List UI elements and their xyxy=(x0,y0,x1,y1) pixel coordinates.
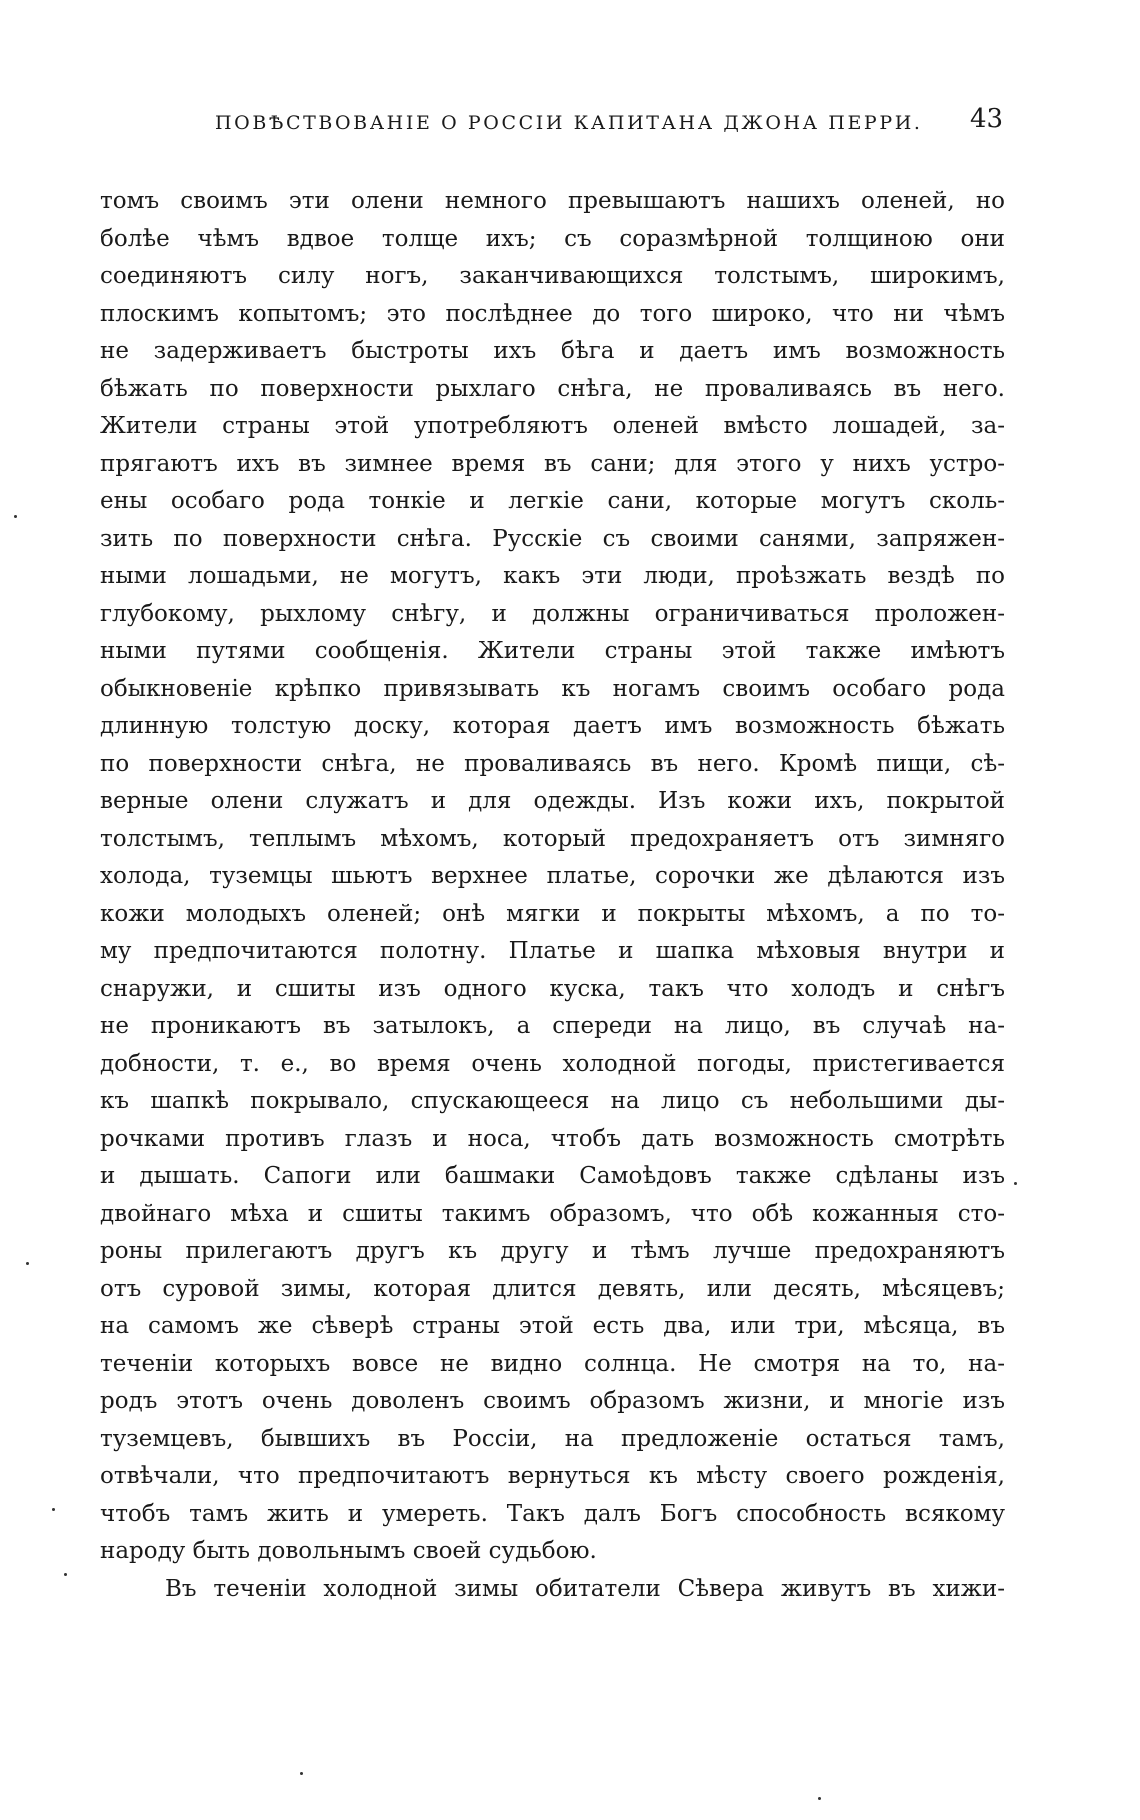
text-line: зить по поверхности снѣга. Русскіе съ своими санями, запряжен- xyxy=(100,525,1005,552)
text-line: Жители страны этой употребляютъ оленей вмѣсто лошадей, за- xyxy=(100,413,1005,439)
text-line: обыкновеніе крѣпко привязывать къ ногамъ своимъ особаго рода xyxy=(100,675,1005,702)
text-line: по поверхности снѣга, не проваливаясь въ него. Кромѣ пищи, сѣ- xyxy=(100,750,1005,777)
text-line: теченіи которыхъ вовсе не видно солнца. Не смотря на то, на- xyxy=(100,1350,1005,1377)
text-line: отвѣчали, что предпочитаютъ вернуться къ мѣсту своего рожденія, xyxy=(100,1463,1005,1489)
scan-speck xyxy=(52,1508,55,1511)
text-line: ены особаго рода тонкіе и легкіе сани, которые могутъ сколь- xyxy=(100,488,1005,514)
scan-speck xyxy=(14,515,17,518)
text-line: плоскимъ копытомъ; это послѣднее до того широко, что ни чѣмъ xyxy=(100,300,1005,327)
scan-speck xyxy=(1014,1182,1017,1185)
page-number: 43 xyxy=(970,104,1004,134)
running-title: ПОВѢСТВОВАНІЕ О РОССІИ КАПИТАНА ДЖОНА ПЕРРИ. xyxy=(215,112,923,134)
text-line: не проникаютъ въ затылокъ, а спереди на лицо, въ случаѣ на- xyxy=(100,1013,1005,1039)
text-line: на самомъ же сѣверѣ страны этой есть два, или три, мѣсяца, въ xyxy=(100,1313,1005,1339)
text-line: глубокому, рыхлому снѣгу, и должны ограничиваться проложен- xyxy=(100,600,1005,627)
text-line: томъ своимъ эти олени немного превышаютъ нашихъ оленей, но xyxy=(100,188,1005,214)
text-line: и дышать. Сапоги или башмаки Самоѣдовъ также сдѣланы изъ xyxy=(100,1163,1005,1189)
text-line: не задерживаетъ быстроты ихъ бѣга и даетъ имъ возможность xyxy=(100,338,1005,364)
scan-speck xyxy=(818,1797,821,1800)
text-line: добности, т. е., во время очень холодной погоды, пристегивается xyxy=(100,1050,1005,1077)
text-line: отъ суровой зимы, которая длится девять, или десять, мѣсяцевъ; xyxy=(100,1275,1005,1302)
text-line: къ шапкѣ покрывало, спускающееся на лицо съ небольшими ды- xyxy=(100,1088,1005,1114)
paragraph-end-line: народу быть довольнымъ своей судьбою. xyxy=(100,1538,597,1564)
text-line: двойнаго мѣха и сшиты такимъ образомъ, что обѣ кожанныя сто- xyxy=(100,1200,1005,1227)
text-line: соединяютъ силу ногъ, заканчивающихся толстымъ, широкимъ, xyxy=(100,263,1005,289)
text-line: болѣе чѣмъ вдвое толще ихъ; съ соразмѣрной толщиною они xyxy=(100,225,1005,252)
text-line: бѣжать по поверхности рыхлаго снѣга, не проваливаясь въ него. xyxy=(100,375,1005,402)
text-line: туземцевъ, бывшихъ въ Россіи, на предложеніе остаться тамъ, xyxy=(100,1425,1005,1452)
paragraph-start-line: Въ теченіи холодной зимы обитатели Сѣвера живутъ въ хижи- xyxy=(165,1575,1005,1602)
text-line: ными путями сообщенія. Жители страны этой также имѣютъ xyxy=(100,638,1005,664)
text-line: рочками противъ глазъ и носа, чтобъ дать возможность смотрѣть xyxy=(100,1125,1005,1152)
text-line: холода, туземцы шьютъ верхнее платье, сорочки же дѣлаются изъ xyxy=(100,863,1005,889)
scan-speck xyxy=(26,1262,29,1265)
text-line: му предпочитаются полотну. Платье и шапка мѣховыя внутри и xyxy=(100,938,1005,964)
text-line: длинную толстую доску, которая даетъ имъ возможность бѣжать xyxy=(100,713,1005,739)
text-line: верные олени служатъ и для одежды. Изъ кожи ихъ, покрытой xyxy=(100,788,1005,814)
text-line: прягаютъ ихъ въ зимнее время въ сани; для этого у нихъ устро- xyxy=(100,450,1005,477)
text-line: кожи молодыхъ оленей; онѣ мягки и покрыты мѣхомъ, а по то- xyxy=(100,900,1005,927)
text-line: ными лошадьми, не могутъ, какъ эти люди, проѣзжать вездѣ по xyxy=(100,563,1005,589)
text-line: роны прилегаютъ другъ къ другу и тѣмъ лучше предохраняютъ xyxy=(100,1238,1005,1264)
body-text xyxy=(100,183,1005,1608)
scan-speck xyxy=(300,1772,303,1775)
text-line: толстымъ, теплымъ мѣхомъ, который предохраняетъ отъ зимняго xyxy=(100,825,1005,852)
text-line: снаружи, и сшиты изъ одного куска, такъ что холодъ и снѣгъ xyxy=(100,975,1005,1002)
text-line: чтобъ тамъ жить и умереть. Такъ далъ Богъ способность всякому xyxy=(100,1500,1005,1527)
text-line: родъ этотъ очень доволенъ своимъ образомъ жизни, и многіе изъ xyxy=(100,1388,1005,1414)
scan-speck xyxy=(64,1573,67,1576)
